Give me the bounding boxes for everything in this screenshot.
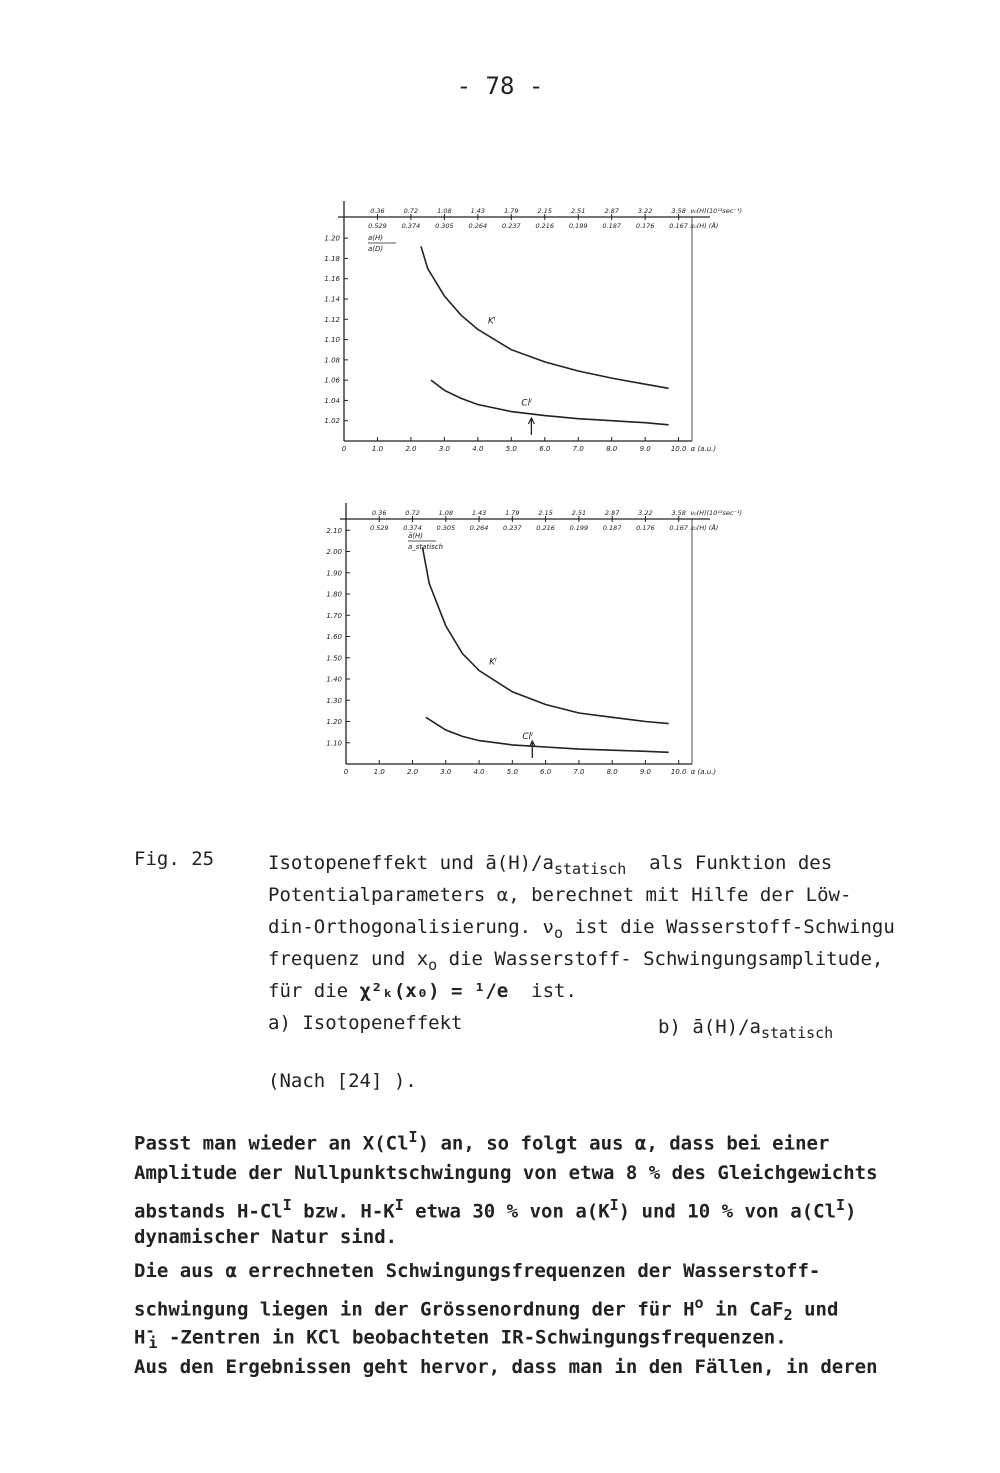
x-tick-label: 3.0 — [438, 445, 450, 453]
y-tick-label: 2.00 — [326, 548, 342, 556]
x-tick-label: 3.0 — [440, 768, 452, 776]
top-nu-tick-label: 0.72 — [405, 509, 420, 517]
series-line-k-i — [421, 246, 669, 388]
x-tick-label: 0 — [343, 768, 349, 776]
series-line-k-i — [423, 547, 669, 723]
top-x-tick-label: 0.529 — [368, 222, 387, 230]
top-x-tick-label: 0.374 — [403, 524, 422, 532]
y-axis-label-den: a_statisch — [408, 543, 444, 551]
top-x-tick-label: 0.237 — [502, 222, 521, 230]
top-nu-tick-label: 1.79 — [504, 207, 519, 215]
top-x-tick-label: 0.187 — [602, 222, 621, 230]
x-tick-label: 1.0 — [371, 445, 384, 453]
y-tick-label: 1.18 — [324, 254, 340, 263]
y-tick-label: 1.08 — [324, 356, 340, 365]
top-nu-tick-label: 3.22 — [638, 509, 653, 517]
x-tick-label: 6.0 — [539, 445, 551, 453]
chart-amplitude-ratio — [326, 500, 743, 785]
top-x-tick-label: 0.167 — [669, 222, 688, 230]
body-line: Passt man wieder an $X(Cl^I)$ an, so folgt aus α, dass bei einer — [134, 1128, 830, 1155]
top-nu-tick-label: 1.08 — [438, 509, 454, 517]
x-tick-label: 2.0 — [405, 445, 417, 453]
top-x-tick-label: 0.167 — [669, 524, 688, 532]
series-label: Clᴵ — [521, 398, 532, 409]
y-tick-label: 1.02 — [324, 417, 340, 426]
top-nu-tick-label: 2.51 — [571, 509, 587, 517]
x-tick-label: 7.0 — [572, 445, 584, 453]
caption-line: din-Orthogonalisierung. $\nu_o$ ist die Wasserstoff-Schwingu — [268, 916, 895, 942]
y-tick-label: 1.10 — [324, 336, 340, 345]
x-tick-label: 5.0 — [506, 768, 518, 776]
y-tick-label: 1.04 — [324, 396, 340, 405]
series-line-cl-i — [426, 717, 669, 752]
x-axis-label: α (a.u.) — [690, 768, 717, 776]
body-line: $H^-_i$ -Zentren in KCl beobachteten IR-Schwingungsfrequenzen. — [134, 1322, 787, 1353]
top-x-tick-label: 0.264 — [468, 222, 488, 230]
x-tick-label: 10.0 — [670, 768, 687, 776]
top-nu-tick-label: 2.51 — [570, 207, 586, 215]
chart-isotope-effect — [324, 195, 743, 460]
y-tick-label: 1.50 — [326, 654, 342, 663]
y-tick-label: 1.14 — [324, 295, 340, 304]
body-line: schwingung liegen in der Grössenordnung der für $H^o$ in CaF$_2$ und — [134, 1294, 839, 1325]
body-line: Amplitude der Nullpunktschwingung von etwa 8 % des Gleichgewichts — [134, 1162, 878, 1184]
x-tick-label: 1.0 — [373, 768, 385, 776]
x-tick-label: 8.0 — [606, 445, 618, 453]
figure-label: Fig. 25 — [134, 848, 215, 870]
x-tick-label: 9.0 — [639, 445, 651, 453]
top-x-axis-label: x₀(H) (Å) — [690, 222, 719, 230]
body-line: abstands $H-Cl^I$ bzw. $H-K^I$ etwa 30 % von $a(K^I)$ und 10 % von $a(Cl^I)$ — [134, 1196, 857, 1223]
top-x-tick-label: 0.216 — [536, 524, 555, 532]
caption-item-a: a) Isotopeneffekt — [268, 1012, 463, 1034]
top-x-axis-label: x₀(H) (Å) — [690, 524, 719, 532]
series-label: Clᴵ — [522, 731, 533, 742]
top-x-tick-label: 0.199 — [568, 222, 588, 230]
top-nu-axis-label: ν₀(H)(10¹³sec⁻¹) — [690, 207, 743, 215]
y-tick-label: 1.10 — [326, 739, 342, 748]
caption-line: frequenz und $x_o$ die Wasserstoff- Schwingungsamplitude, — [268, 948, 884, 974]
top-x-tick-label: 0.374 — [401, 222, 421, 230]
top-nu-tick-label: 3.22 — [637, 207, 653, 215]
top-nu-tick-label: 1.43 — [470, 207, 486, 215]
top-x-tick-label: 0.305 — [435, 222, 454, 230]
top-nu-tick-label: 1.43 — [471, 509, 487, 517]
body-line: Aus den Ergebnissen geht hervor, dass man in den Fällen, in deren — [134, 1356, 878, 1378]
top-x-tick-label: 0.237 — [503, 524, 522, 532]
y-tick-label: 1.80 — [326, 590, 342, 599]
series-line-cl-i — [431, 380, 669, 425]
caption-reference: (Nach [24] ). — [268, 1070, 417, 1092]
y-tick-label: 1.12 — [324, 315, 340, 324]
x-tick-label: 10.0 — [670, 445, 687, 453]
x-tick-label: 9.0 — [639, 768, 651, 776]
y-axis-label-num: ā(H) — [408, 532, 424, 540]
top-x-tick-label: 0.529 — [369, 524, 389, 532]
page-number: - 78 - — [456, 72, 544, 100]
top-nu-tick-label: 2.87 — [604, 207, 619, 215]
x-tick-label: 4.0 — [472, 445, 484, 453]
top-nu-tick-label: 2.15 — [537, 207, 553, 215]
caption-item-b: b) $ā(H)/a_{statisch}$ — [658, 1016, 834, 1042]
top-x-tick-label: 0.264 — [469, 524, 489, 532]
top-nu-axis-label: ν₀(H)(10¹³sec⁻¹) — [690, 509, 743, 517]
caption-line: Potentialparameters α, berechnet mit Hilfe der Löw- — [268, 884, 852, 906]
x-tick-label: 6.0 — [540, 768, 552, 776]
body-line: Die aus α errechneten Schwingungsfrequenzen der Wasserstoff- — [134, 1260, 821, 1282]
y-tick-label: 1.06 — [324, 376, 340, 385]
top-nu-tick-label: 3.58 — [671, 509, 686, 517]
top-nu-tick-label: 3.58 — [671, 207, 686, 215]
y-tick-label: 1.16 — [324, 275, 340, 284]
x-tick-label: 0 — [341, 445, 347, 453]
y-tick-label: 1.30 — [326, 696, 342, 705]
top-x-tick-label: 0.176 — [636, 524, 655, 532]
top-nu-tick-label: 1.79 — [505, 509, 520, 517]
y-tick-label: 1.70 — [326, 611, 342, 620]
x-tick-label: 4.0 — [473, 768, 485, 776]
y-tick-label: 1.20 — [326, 718, 342, 726]
x-tick-label: 2.0 — [406, 768, 419, 776]
top-x-tick-label: 0.176 — [635, 222, 655, 230]
top-nu-tick-label: 2.87 — [604, 509, 620, 517]
x-tick-label: 7.0 — [573, 768, 585, 776]
top-nu-tick-label: 0.36 — [370, 207, 385, 215]
top-x-tick-label: 0.216 — [535, 222, 555, 230]
y-tick-label: 1.60 — [326, 633, 342, 641]
top-nu-tick-label: 0.36 — [372, 509, 387, 517]
y-tick-label: 2.10 — [326, 526, 342, 535]
y-tick-label: 1.20 — [324, 234, 340, 243]
caption-line: für die χ²ₖ(x₀) = ¹/e ist. — [268, 980, 577, 1002]
y-tick-label: 1.90 — [326, 569, 342, 578]
caption-line: Isotopeneffekt und $ā(H)/a_{statisch}$ als Funktion des — [268, 852, 833, 878]
x-tick-label: 8.0 — [606, 768, 618, 776]
top-nu-tick-label: 2.15 — [538, 509, 553, 517]
y-axis-label-num: a(H) — [368, 234, 384, 242]
top-x-tick-label: 0.305 — [436, 524, 456, 532]
body-line: dynamischer Natur sind. — [134, 1226, 398, 1248]
series-label: Kᴵ — [487, 316, 496, 327]
top-x-tick-label: 0.199 — [569, 524, 589, 532]
top-nu-tick-label: 0.72 — [403, 207, 419, 215]
top-nu-tick-label: 1.08 — [437, 207, 452, 215]
top-x-tick-label: 0.187 — [602, 524, 622, 532]
y-tick-label: 1.40 — [326, 675, 342, 684]
x-axis-label: α (a.u.) — [690, 445, 717, 453]
x-tick-label: 5.0 — [505, 445, 517, 453]
formula: χ²ₖ(x₀) = ¹/e — [359, 980, 509, 1002]
series-label: Kᴵ — [489, 657, 497, 668]
y-axis-label-den: a(D) — [368, 245, 384, 253]
